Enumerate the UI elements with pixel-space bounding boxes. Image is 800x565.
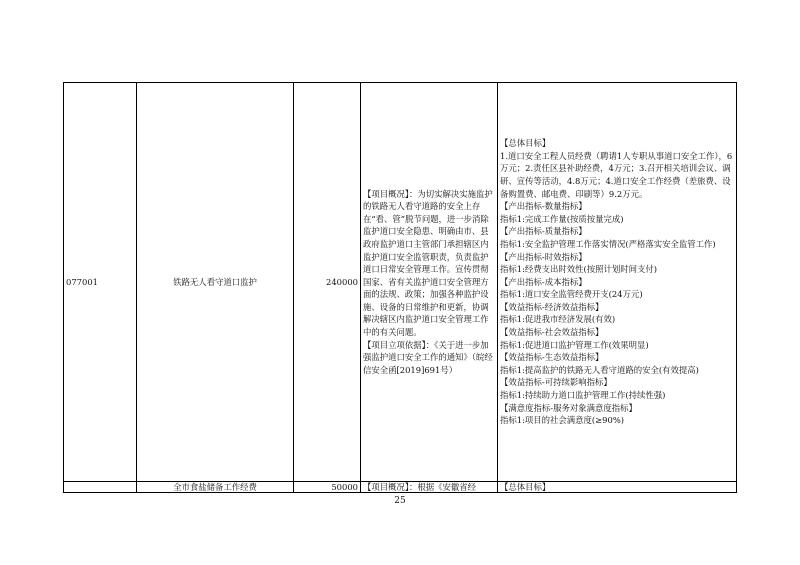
goal-heading: 【效益指标-生态效益指标】 (500, 352, 604, 363)
table-row (64, 83, 737, 482)
goal-text: 1.道口安全工程人员经费（聘请1人专职从事道口安全工作），6万元；2.责任区县补助经费，4万元；3.召开相关培训会议、调研、宣传等活动，4.8万元；4.道口安全工作经费（差旅费、设备购置费、邮电费、印刷等）9.2万元。 (500, 150, 733, 199)
table-row (64, 482, 737, 493)
goal-text: 指标1:提高监护的铁路无人看守道路的安全(有效提高) (500, 364, 699, 375)
project-basis-text: 【项目立项依据】：《关于进一步加强监护道口安全工作的通知》（皖经信安全函[2019]691号） (363, 339, 493, 375)
goal-text: 指标1:促进我市经济发展(有效) (500, 314, 616, 325)
goal-heading: 【产出指标-质量指标】 (500, 226, 587, 237)
project-overview-cell (361, 83, 498, 482)
goal-heading: 【效益指标-经济效益指标】 (500, 301, 604, 312)
project-name-cell: 铁路无人看守道口监护 (137, 83, 294, 482)
goal-heading: 【满意度指标-服务对象满意度指标】 (500, 402, 637, 413)
project-overview-text: 【项目概况】：为切实解决实施监护的铁路无人看守道路的安全上存在“看、管”脱节问题，进一步消除监护道口安全隐患、明确由市、县政府监护道口主管部门承担辖区内监护道口安全监管职责，负责监护道口日常安全管理工作。宣传贯彻国家、省有关监护道口安全管理方面的法规、政策；加强各种监护设施、设备的日常维护和更新，协调解决辖区内监护道口安全管理工作中的有关问题。 (363, 188, 493, 338)
goal-heading: 【效益指标-可持续影响指标】 (500, 377, 612, 388)
goal-heading: 【产出指标-时效指标】 (500, 251, 587, 262)
project-code-cell: 077001 (64, 83, 137, 482)
project-amount-cell: 240000 (294, 83, 361, 482)
page-number: 25 (394, 496, 406, 506)
goal-text: 指标1:经费支出时效性(按照计划时间支付) (500, 264, 658, 275)
goal-text: 指标1:项目的社会满意度(≥90%) (500, 415, 625, 426)
goal-text: 指标1:完成工作量(按质按量完成) (500, 213, 624, 224)
goal-text: 指标1:促进道口监护管理工作(效果明显) (500, 339, 649, 350)
project-budget-table (63, 82, 737, 493)
performance-goals-cell (498, 83, 737, 482)
goal-heading: 【产出指标-数量指标】 (500, 201, 587, 212)
goal-text: 指标1:道口安全监管经费开支(24万元) (500, 289, 643, 300)
project-overview-cell: 【项目概况】：根据《安徽省经 (361, 482, 498, 493)
project-name-cell: 全市食盐储备工作经费 (137, 482, 294, 493)
goal-heading: 【效益指标-社会效益指标】 (500, 327, 604, 338)
project-code-cell (64, 482, 137, 493)
goal-text: 指标1:安全监护管理工作落实情况(严格落实安全监管工作) (500, 238, 716, 249)
performance-goals-cell: 【总体目标】 (498, 482, 737, 493)
goal-heading: 【产出指标-成本指标】 (500, 276, 587, 287)
goal-heading: 【总体目标】 (500, 138, 551, 149)
project-amount-cell: 50000 (294, 482, 361, 493)
goal-text: 指标1:持续助力道口监护管理工作(持续性强) (500, 390, 666, 401)
